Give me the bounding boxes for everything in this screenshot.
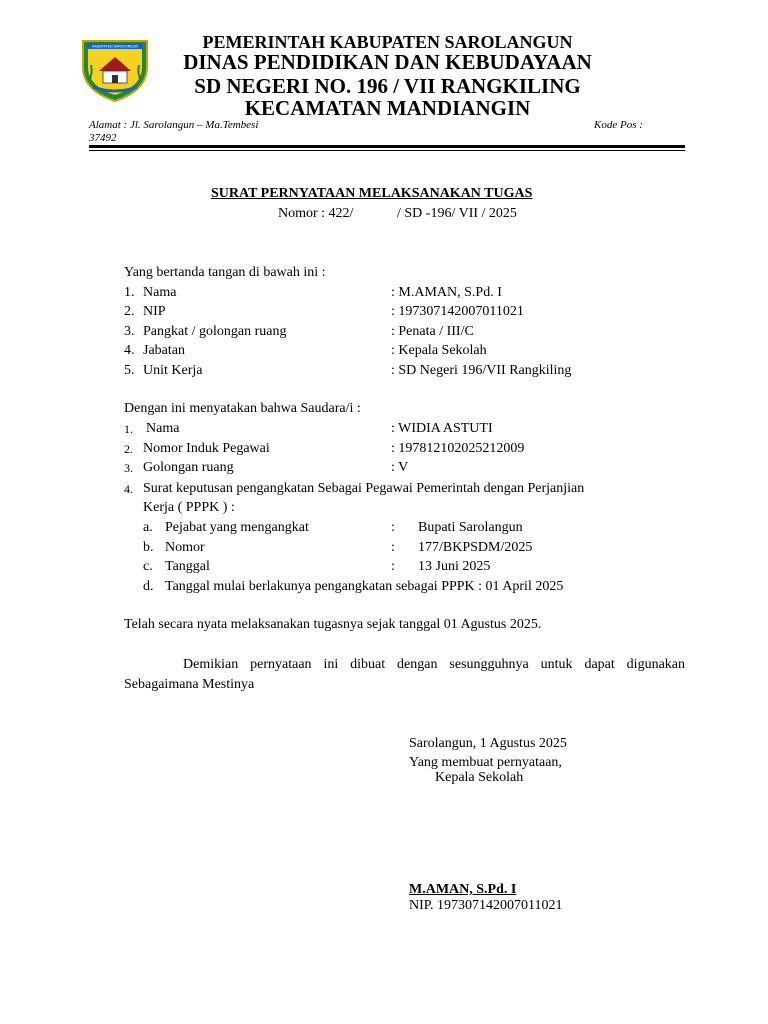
employee-row-number: 2. bbox=[124, 442, 133, 456]
sub-item-colon: : bbox=[391, 559, 395, 574]
item4-number: 4. bbox=[124, 482, 133, 496]
sub-item-colon: : bbox=[391, 540, 395, 555]
signature-name: M.AMAN, S.Pd. I bbox=[409, 882, 517, 897]
item4-line2: Kerja ( PPPK ) : bbox=[143, 500, 235, 515]
signer-row-value: : Kepala Sekolah bbox=[391, 343, 487, 358]
employee-row-number: 3. bbox=[124, 461, 133, 475]
signer-row-label: Unit Kerja bbox=[143, 363, 203, 378]
header-government: PEMERINTAH KABUPATEN SAROLANGUN bbox=[202, 32, 573, 52]
closing-line1: Demikian pernyataan ini dibuat dengan sesungguhnya untuk dapat digunakan bbox=[183, 657, 685, 672]
address: Alamat : Jl. Sarolangun – Ma.Tembesi bbox=[89, 119, 259, 131]
letter-number-label: Nomor : 422/ bbox=[278, 206, 354, 221]
letter-number-rest: / SD -196/ VII / 2025 bbox=[397, 206, 517, 221]
employee-intro: Dengan ini menyatakan bahwa Saudara/i : bbox=[124, 401, 361, 416]
letter-title: SURAT PERNYATAAN MELAKSANAKAN TUGAS bbox=[211, 186, 533, 201]
signer-row-value: : Penata / III/C bbox=[391, 324, 474, 339]
signature-place-date: Sarolangun, 1 Agustus 2025 bbox=[409, 736, 567, 751]
header-rule-thick bbox=[89, 145, 685, 148]
signer-row-label: Nama bbox=[143, 285, 177, 300]
sub-item-letter: c. bbox=[143, 559, 153, 574]
sub-item-value: 177/BKPSDM/2025 bbox=[418, 540, 533, 555]
signer-row-label: Pangkat / golongan ruang bbox=[143, 324, 287, 339]
sub-item-value: Bupati Sarolangun bbox=[418, 520, 523, 535]
sarolangun-regency-emblem bbox=[79, 37, 151, 103]
employee-row-label: Golongan ruang bbox=[143, 460, 234, 475]
signer-row-label: NIP bbox=[143, 304, 166, 319]
employee-row-value: : V bbox=[391, 460, 409, 475]
sub-item-text: Tanggal mulai berlakunya pengangkatan sebagai PPPK : 01 April 2025 bbox=[165, 579, 564, 594]
sub-item-label: Pejabat yang mengangkat bbox=[165, 520, 309, 535]
signature-position: Kepala Sekolah bbox=[435, 770, 524, 785]
sub-item-colon: : bbox=[391, 520, 395, 535]
sub-item-letter: b. bbox=[143, 540, 154, 555]
employee-row-value: : WIDIA ASTUTI bbox=[391, 421, 493, 436]
signer-row-number: 2. bbox=[124, 304, 135, 319]
sub-item-label: Tanggal bbox=[165, 559, 210, 574]
header-district: KECAMATAN MANDIANGIN bbox=[244, 96, 531, 120]
signature-maker: Yang membuat pernyataan, bbox=[409, 755, 562, 770]
signer-row-value: : M.AMAN, S.Pd. I bbox=[391, 285, 502, 300]
signer-row-number: 4. bbox=[124, 343, 135, 358]
header-rule-thin bbox=[89, 150, 685, 151]
employee-row-number: 1. bbox=[124, 422, 133, 436]
postal-code: 37492 bbox=[89, 132, 117, 144]
signer-row-label: Jabatan bbox=[143, 343, 185, 358]
signer-row-number: 5. bbox=[124, 363, 135, 378]
employee-row-label: Nomor Induk Pegawai bbox=[143, 441, 270, 456]
signer-row-value: : SD Negeri 196/VII Rangkiling bbox=[391, 363, 572, 378]
signer-intro: Yang bertanda tangan di bawah ini : bbox=[124, 265, 326, 280]
sub-item-letter: d. bbox=[143, 579, 154, 594]
sub-item-value: 13 Juni 2025 bbox=[418, 559, 491, 574]
employee-row-label: Nama bbox=[146, 421, 180, 436]
signature-nip: NIP. 197307142007011021 bbox=[409, 898, 563, 913]
sub-item-label: Nomor bbox=[165, 540, 205, 555]
svg-text:KABUPATEN SAROLANGUN: KABUPATEN SAROLANGUN bbox=[91, 44, 139, 49]
statement: Telah secara nyata melaksanakan tugasnya sejak tanggal 01 Agustus 2025. bbox=[124, 617, 542, 632]
signer-row-value: : 197307142007011021 bbox=[391, 304, 524, 319]
signer-row-number: 3. bbox=[124, 324, 135, 339]
header-department: DINAS PENDIDIKAN DAN KEBUDAYAAN bbox=[183, 50, 592, 74]
employee-row-value: : 197812102025212009 bbox=[391, 441, 525, 456]
postal-label: Kode Pos : bbox=[594, 119, 643, 131]
item4-line1: Surat keputusan pengangkatan Sebagai Pegawai Pemerintah dengan Perjanjian bbox=[143, 481, 585, 496]
signer-row-number: 1. bbox=[124, 285, 135, 300]
sub-item-letter: a. bbox=[143, 520, 153, 535]
header-school: SD NEGERI NO. 196 / VII RANGKILING bbox=[194, 74, 581, 98]
closing-line2: Sebagaimana Mestinya bbox=[124, 677, 255, 692]
